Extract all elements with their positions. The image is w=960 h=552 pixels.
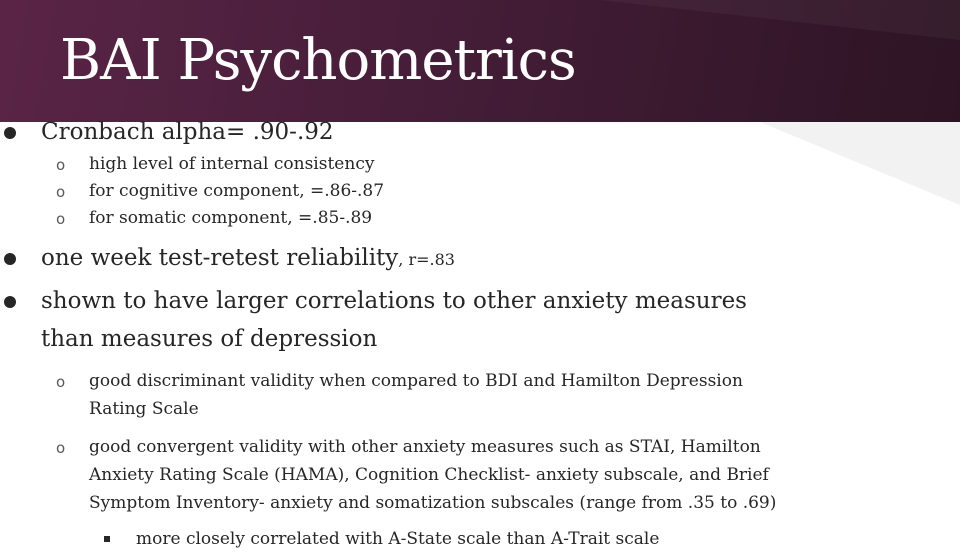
- sub-bullet-item-line: Rating Scale: [89, 399, 199, 419]
- bullet-item-line: shown to have larger correlations to other anxiety measures: [41, 288, 747, 314]
- sub-bullet-marker: o: [56, 210, 66, 228]
- bullet-dot: [4, 127, 16, 139]
- sub-bullet-marker: o: [56, 439, 66, 457]
- bullet-item: Cronbach alpha= .90-.92: [41, 119, 334, 145]
- bullet-item: [41, 241, 455, 277]
- sub-bullet-item-line: Symptom Inventory- anxiety and somatization subscales (range from .35 to .69): [89, 493, 777, 513]
- sub-bullet-marker: o: [56, 373, 66, 391]
- sub-bullet-item: for somatic component, =.85-.89: [89, 208, 373, 228]
- sub-sub-bullet-marker: [104, 536, 110, 542]
- bullet-dot: [4, 296, 16, 308]
- sub-bullet-marker: o: [56, 156, 66, 174]
- bullet-item-text: one week test-retest reliability: [41, 245, 399, 271]
- slide-title: BAI Psychometrics: [60, 28, 576, 93]
- sub-bullet-item-line: Anxiety Rating Scale (HAMA), Cognition Checklist- anxiety subscale, and Brief: [89, 465, 769, 485]
- sub-bullet-item: for cognitive component, =.86-.87: [89, 181, 385, 201]
- bullet-item-suffix: , r=.83: [398, 250, 455, 269]
- sub-bullet-item: high level of internal consistency: [89, 154, 375, 174]
- bullet-item-line: than measures of depression: [41, 326, 378, 352]
- sub-sub-bullet-item: more closely correlated with A-State scale than A-Trait scale: [136, 529, 660, 549]
- sub-bullet-item-line: good convergent validity with other anxiety measures such as STAI, Hamilton: [89, 437, 761, 457]
- bullet-dot: [4, 253, 16, 265]
- sub-bullet-marker: o: [56, 183, 66, 201]
- sub-bullet-item-line: good discriminant validity when compared to BDI and Hamilton Depression: [89, 371, 743, 391]
